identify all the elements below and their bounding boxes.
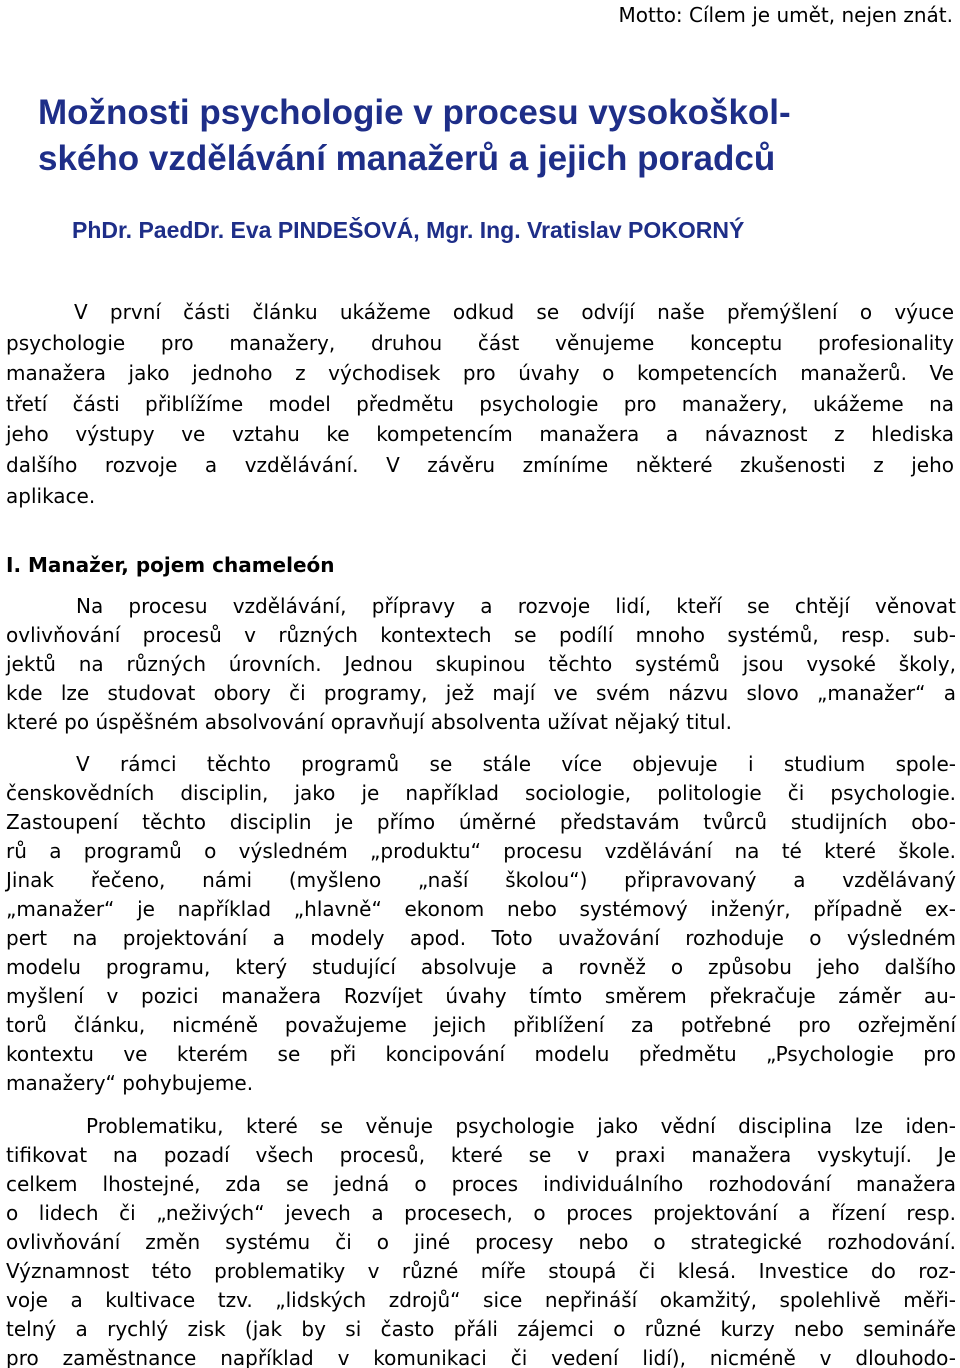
abstract-line: manažera jako jednoho z východisek pro úvahy o kompetencích manažerů. Ve — [6, 361, 954, 386]
paragraph-line: Významnost této problematiky v různé míře stoupá či klesá. Investice do roz- — [6, 1259, 956, 1283]
paragraph-line: které po úspěšném absolvování opravňují absolventa užívat nějaký titul. — [6, 710, 732, 734]
paragraph-line: torů článku, nicméně považujeme jejich přiblížení za potřebné pro ozřejmění — [6, 1013, 956, 1037]
paragraph-line: kde lze studovat obory či programy, jež mají ve svém názvu slovo „manažer“ a — [6, 681, 956, 705]
paragraph-line: „manažer“ je například „hlavně“ ekonom nebo systémový inženýr, případně ex- — [6, 897, 956, 921]
paragraph-line: pro zaměstnance například v komunikaci či vedení lidí), nicméně v dlouhodo- — [6, 1346, 956, 1368]
paragraph-line: ovlivňování změn systému či o jiné procesy nebo o strategické rozhodování. — [6, 1230, 956, 1254]
abstract-line: třetí části přiblížíme model předmětu psychologie pro manažery, ukážeme na — [6, 391, 954, 416]
paragraph-line: manažery“ pohybujeme. — [6, 1071, 254, 1095]
paragraph-line: myšlení v pozici manažera Rozvíjet úvahy tímto směrem překračuje záměr au- — [6, 984, 956, 1008]
abstract — [6, 297, 954, 511]
paragraph-line: tifikovat na pozadí všech procesů, které se v praxi manažera vyskytují. Je — [6, 1143, 956, 1167]
abstract-line: V první části článku ukážeme odkud se odvíjí naše přemýšlení o výuce — [74, 300, 954, 324]
paragraph-line: o lidech či „neživých“ jevech a procesech, o proces projektování a řízení resp. — [6, 1201, 956, 1225]
abstract-line: psychologie pro manažery, druhou část věnujeme konceptu profesionality — [6, 330, 954, 355]
paragraph-line: celkem lhostejné, zda se jedná o proces individuálního rozhodování manažera — [6, 1172, 956, 1196]
abstract-line: jeho výstupy ve vztahu ke kompetencím manažera a návaznost z hlediska — [6, 422, 954, 447]
abstract-line: aplikace. — [6, 483, 96, 508]
title-line: ského vzdělávání manažerů a jejich poradců — [38, 139, 776, 178]
paragraph-line: Problematiku, které se věnuje psychologie jako vědní disciplina lze iden- — [86, 1114, 956, 1138]
section-body — [6, 592, 956, 1368]
article-title — [38, 90, 938, 182]
paragraph-line: pert na projektování a modely apod. Toto uvažování rozhoduje o výsledném — [6, 926, 956, 950]
paragraph-line: kontextu ve kterém se při koncipování modelu předmětu „Psychologie pro — [6, 1042, 956, 1066]
paragraph-line: modelu programu, který studující absolvuje a rovněž o způsobu jeho dalšího — [6, 955, 956, 979]
authors: PhDr. PaedDr. Eva PINDEŠOVÁ, Mgr. Ing. Vratislav POKORNÝ — [72, 217, 745, 243]
paragraph-line: Zastoupení těchto disciplin je přímo úměrné představám tvůrců studijních obo- — [6, 810, 956, 834]
abstract-line: dalšího rozvoje a vzdělávání. V závěru zmíníme některé zkušenosti z jeho — [6, 452, 954, 477]
title-line: Možnosti psychologie v procesu vysokoškol- — [38, 93, 791, 132]
paragraph-line: ovlivňování procesů v různých kontextech se podílí mnoho systémů, resp. sub- — [6, 623, 956, 647]
paragraph-line: rů a programů o výsledném „produktu“ procesu vzdělávání na té které škole. — [6, 839, 956, 863]
paragraph-line: telný a rychlý zisk (jak by si často přáli zájemci o různé kurzy nebo semináře — [6, 1317, 956, 1341]
paragraph-gap — [6, 1098, 956, 1112]
paragraph-line: Jinak řečeno, námi (myšleno „naší školou“) připravovaný a vzdělávaný — [6, 868, 956, 892]
paragraph-line: V rámci těchto programů se stále více objevuje i studium spole- — [76, 752, 956, 776]
paragraph-line: voje a kultivace tzv. „lidských zdrojů“ sice nepřináší okamžitý, spolehlivě měři- — [6, 1288, 956, 1312]
paragraph-line: Na procesu vzdělávání, přípravy a rozvoje lidí, kteří se chtějí věnovat — [76, 594, 956, 618]
paragraph-line: čenskovědních disciplin, jako je například sociologie, politologie či psychologie. — [6, 781, 956, 805]
paragraph-gap — [6, 737, 956, 750]
paragraph-line: jektů na různých úrovních. Jednou skupinou těchto systémů jsou vysoké školy, — [6, 652, 956, 676]
section-heading: I. Manažer, pojem chameleón — [6, 553, 335, 577]
motto: Motto: Cílem je umět, nejen znát. — [618, 3, 953, 27]
